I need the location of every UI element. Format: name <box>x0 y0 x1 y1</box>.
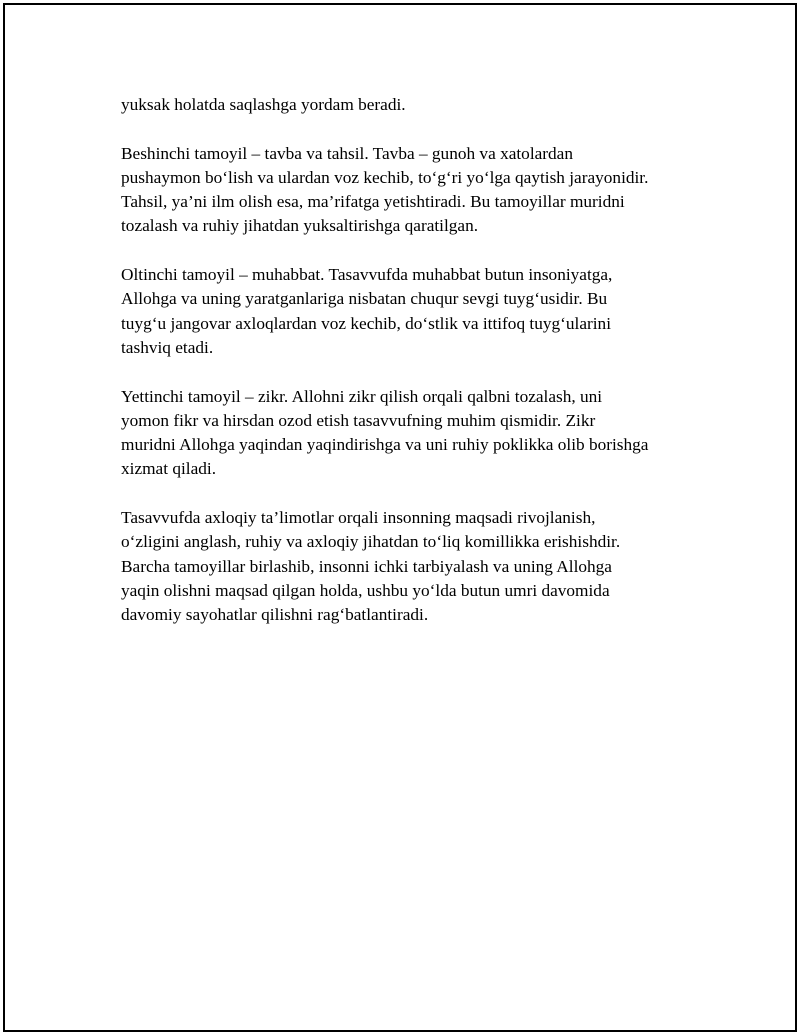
text-line: pushaymon bo‘lish va ulardan voz kechib, to‘g‘ri yo‘lga qaytish jarayonidir. <box>121 167 649 187</box>
paragraph-fifth-principle <box>121 142 711 239</box>
text-line: Barcha tamoyillar birlashib, insonni ichki tarbiyalash va uning Allohga <box>121 556 612 576</box>
paragraph-continuation <box>121 93 711 117</box>
paragraph-sixth-principle <box>121 263 711 360</box>
text-line: tozalash va ruhiy jihatdan yuksaltirishga qaratilgan. <box>121 216 479 236</box>
document-page <box>3 3 797 1032</box>
paragraph-conclusion <box>121 506 711 627</box>
text-line: yomon fikr va hirsdan ozod etish tasavvufning muhim qismidir. Zikr <box>121 410 596 430</box>
text-line: davomiy sayohatlar qilishni rag‘batlantiradi. <box>121 605 429 625</box>
paragraph-seventh-principle <box>121 385 711 482</box>
text-line: tuyg‘u jangovar axloqlardan voz kechib, do‘stlik va ittifoq tuyg‘ularini <box>121 313 611 333</box>
text-line: Beshinchi tamoyil – tavba va tahsil. Tavba – gunoh va xatolardan <box>121 143 573 163</box>
text-line: xizmat qiladi. <box>121 459 217 479</box>
text-line: Tasavvufda axloqiy ta’limotlar orqali insonning maqsadi rivojlanish, <box>121 508 596 528</box>
text-line: Allohga va uning yaratganlariga nisbatan chuqur sevgi tuyg‘usidir. Bu <box>121 289 608 309</box>
text-line: yuksak holatda saqlashga yordam beradi. <box>121 95 406 114</box>
text-line: Tahsil, ya’ni ilm olish esa, ma’rifatga yetishtiradi. Bu tamoyillar muridni <box>121 192 625 212</box>
document-body <box>121 93 711 652</box>
text-line: yaqin olishni maqsad qilgan holda, ushbu yo‘lda butun umri davomida <box>121 580 610 600</box>
text-line: o‘zligini anglash, ruhiy va axloqiy jihatdan to‘liq komillikka erishishdir. <box>121 532 621 552</box>
text-line: Yettinchi tamoyil – zikr. Allohni zikr qilish orqali qalbni tozalash, uni <box>121 386 603 406</box>
text-line: muridni Allohga yaqindan yaqindirishga va uni ruhiy poklikka olib borishga <box>121 435 649 455</box>
text-line: Oltinchi tamoyil – muhabbat. Tasavvufda muhabbat butun insoniyatga, <box>121 265 613 285</box>
text-line: tashviq etadi. <box>121 337 214 357</box>
